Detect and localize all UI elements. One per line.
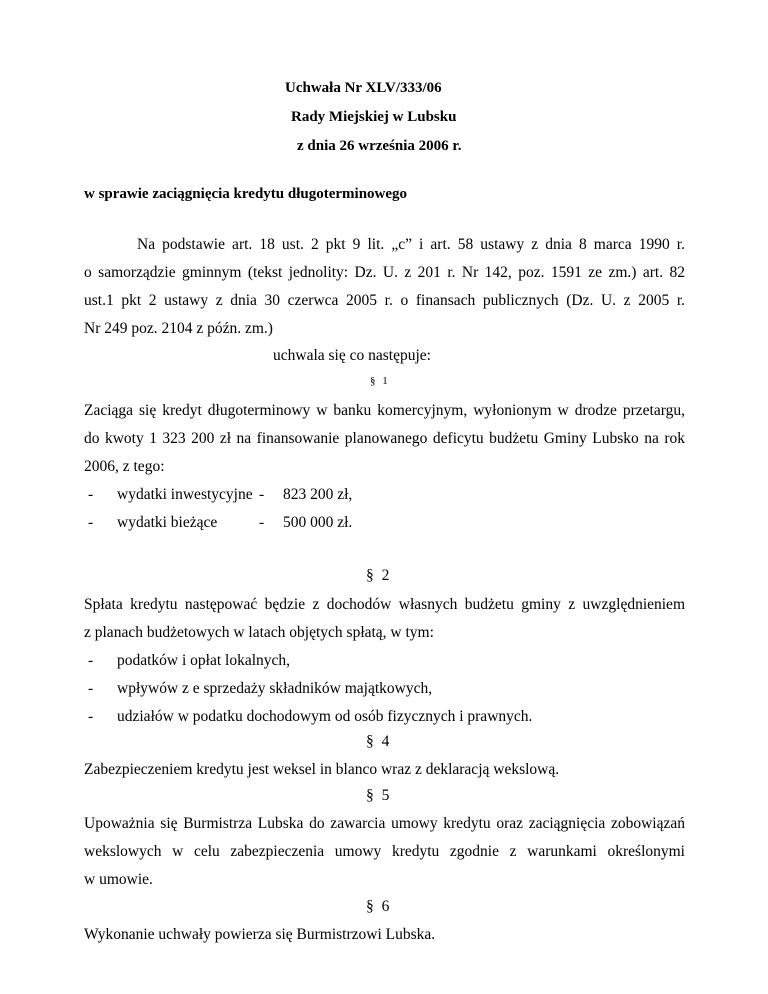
section-1-line-1: Zaciąga się kredyt długoterminowy w banku komercyjnym, wyłonionym w drodze przetargu,	[84, 402, 685, 419]
item-text: wpływów z e sprzedaży składników majątkowych,	[117, 680, 433, 697]
section-5-line-3: w umowie.	[84, 871, 153, 888]
item-text: podatków i opłat lokalnych,	[117, 652, 291, 669]
section-6-line-1: Wykonanie uchwały powierza się Burmistrzowi Lubska.	[84, 926, 436, 943]
section-5-line-1: Upoważnia się Burmistrza Lubska do zawarcia umowy kredytu oraz zaciągnięcia zobowiązań	[84, 815, 685, 832]
council-name: Rady Miejskiej w Lubsku	[291, 109, 457, 125]
item-separator: -	[259, 486, 265, 503]
list-dash: -	[88, 514, 94, 531]
list-dash: -	[88, 652, 94, 669]
item-text: udziałów w podatku dochodowym od osób fizycznych i prawnych.	[117, 708, 533, 725]
item-label: wydatki bieżące	[117, 514, 218, 531]
item-label: wydatki inwestycyjne	[117, 486, 253, 503]
list-dash: -	[88, 680, 94, 697]
preamble-line-3: ust.1 pkt 2 ustawy z dnia 30 czerwca 2005 r. o finansach publicznych (Dz. U. z 2005 r.	[84, 292, 685, 309]
preamble-line-2: o samorządzie gminnym (tekst jednolity: Dz. U. z 201 r. Nr 142, poz. 1591 ze zm.) art. 82	[84, 264, 685, 281]
resolution-number: Uchwała Nr XLV/333/06	[285, 80, 442, 96]
item-separator: -	[259, 514, 265, 531]
section-4-mark: § 4	[366, 733, 392, 750]
list-dash: -	[88, 486, 94, 503]
resolution-subject: w sprawie zaciągnięcia kredytu długoterminowego	[84, 186, 408, 202]
section-5-line-2: wekslowych w celu zabezpieczenia umowy kredytu zgodnie z warunkami określonymi	[84, 843, 685, 860]
section-1-mark: § 1	[370, 375, 390, 387]
preamble-line-4: Nr 249 poz. 2104 z późn. zm.)	[84, 320, 273, 337]
item-amount: 500 000 zł.	[283, 514, 353, 531]
resolves-clause: uchwala się co następuje:	[273, 347, 431, 364]
section-6-mark: § 6	[366, 898, 392, 915]
section-2-line-2: z planach budżetowych w latach objętych spłatą, w tym:	[84, 624, 434, 641]
section-5-mark: § 5	[366, 787, 392, 804]
section-2-mark: § 2	[366, 567, 392, 584]
section-1-line-2: do kwoty 1 323 200 zł na finansowanie planowanego deficytu budżetu Gminy Lubsko na rok	[84, 430, 685, 447]
section-1-line-3: 2006, z tego:	[84, 458, 165, 475]
resolution-date: z dnia 26 września 2006 r.	[297, 138, 462, 154]
preamble-line-1: Na podstawie art. 18 ust. 2 pkt 9 lit. „c” i art. 58 ustawy z dnia 8 marca 1990 r.	[137, 236, 685, 253]
item-amount: 823 200 zł,	[283, 486, 353, 503]
section-2-line-1: Spłata kredytu następować będzie z dochodów własnych budżetu gminy z uwzględnieniem	[84, 596, 685, 613]
section-4-line-1: Zabezpieczeniem kredytu jest weksel in blanco wraz z deklaracją wekslową.	[84, 761, 560, 778]
list-dash: -	[88, 708, 94, 725]
